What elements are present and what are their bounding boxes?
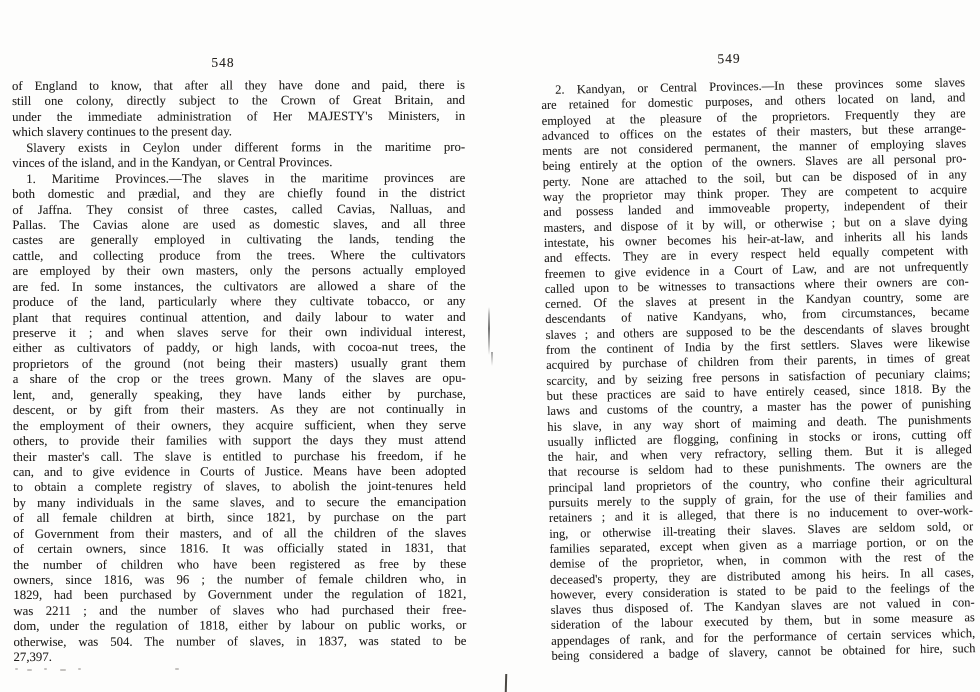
text-line: others, to provide their families with support the days they must attend <box>12 432 466 449</box>
text-line: proprietors of the ground (not being their masters) usually grant them <box>12 355 466 371</box>
text-line: freemen to give evidence in a Court of Law, and are not unfrequently <box>544 258 969 281</box>
text-line: Slavery exists in Ceylon under different forms in the maritime pro- <box>26 139 466 155</box>
text-line: by many individuals in the same slaves, and to secure the emancipation <box>13 494 467 510</box>
text-line: however, every consideration is stated to be paid to the feelings of the <box>550 579 975 602</box>
scan-artifact-dot <box>78 668 81 670</box>
text-line: vinces of the island, and in the Kandyan, or Central Provinces. <box>12 155 333 171</box>
text-line: which slavery continues to the present day. <box>12 124 233 140</box>
scan-artifact-gutter-scratch-small <box>491 352 493 366</box>
text-line: are fed. In some instances, the cultivators are allowed a share of the <box>12 278 466 294</box>
text-line: of certain owners, since 1816. It was officially stated in 1831, that <box>13 540 467 557</box>
text-line: retainers ; and it is alleged, that there is no inducement to over-work- <box>548 503 974 526</box>
text-line: both domestic and prædial, and they are chiefly found in the district <box>12 185 466 202</box>
scan-artifact-dot <box>175 668 179 670</box>
text-line: otherwise, was 504. The number of slaves, in 1837, was stated to be <box>13 633 467 649</box>
text-line: masters, and dispose of it by will, or otherwise ; but on a slave dying <box>543 212 968 235</box>
text-line: laws and customs of the country, a master has the power of punishing <box>546 396 972 419</box>
text-line: plant that requires continual attention, and daily labour to water and <box>12 309 466 325</box>
text-line: can, and to give evidence in Courts of Justice. Means have been adopted <box>13 463 467 479</box>
text-line: the hair, and when very refractory, selling them. But it is alleged <box>547 442 972 465</box>
text-line: being considered a badge of slavery, cannot be obtained for hire, such <box>551 641 976 663</box>
text-line: produce of the land, particularly where they cultivate tobacco, or any <box>12 293 466 310</box>
scan-artifact-dot <box>15 668 18 670</box>
text-line: owners, since 1816, was 96 ; the number of female children who, in <box>13 571 467 587</box>
text-line: slaves ; and others are supposed to be the descendants of slaves brought <box>545 319 970 342</box>
text-line: dom, under the regulation of 1818, either by labour on public works, or <box>13 618 467 634</box>
text-line: that recourse is seldom had to these punishments. The owners are the <box>548 457 973 480</box>
text-line: their master's call. The slave is entitled to purchase his freedom, if he <box>12 448 467 464</box>
text-line: the employment of their owners, they acquire sufficient, when they serve <box>12 417 466 433</box>
text-line: either as cultivators of paddy, or high lands, with cocoa-nut trees, the <box>12 340 466 356</box>
text-line: to obtain a complete registry of slaves, to abolish the joint-tenures held <box>13 479 467 495</box>
text-line: usually inflicted are flogging, confining in stocks or irons, cutting off <box>547 426 972 449</box>
text-line: of all female children at birth, since 1821, by purchase on the part <box>13 510 467 526</box>
right-page-text <box>541 75 976 664</box>
left-page-text <box>12 78 467 666</box>
text-line: slaves thus disposed of. The Kandyan slaves are not valued in con- <box>550 595 975 618</box>
scan-artifact-bottom-tick <box>505 674 507 692</box>
text-line: perty. None are attached to the soil, but can be disposed of in any <box>542 166 967 189</box>
text-line: intestate, his owner becomes his heir-at-law, and inherits all his lands <box>543 228 968 250</box>
text-line: a share of the crop or the trees grown. Many of the slaves are opu- <box>12 371 466 387</box>
text-line: are employed by their own masters, only the persons actually employed <box>12 263 466 279</box>
text-line: the number of children who have been registered as free by these <box>13 556 467 572</box>
text-line: lent, and, generally speaking, they have lands either by purchase, <box>12 386 466 402</box>
text-line: pursuits merely to the supply of grain, for the use of their families and <box>548 488 973 510</box>
scan-artifact-dot <box>27 669 32 671</box>
page-number-right: 549 <box>717 50 741 67</box>
text-line: demise of the proprietor, when, in common with the rest of the <box>549 549 974 572</box>
text-line: 2. Kandyan, or Central Provinces.—In these provinces some slaves <box>554 75 966 97</box>
text-line: families separated, except when given as a marriage portion, or on the <box>549 534 974 556</box>
text-line: scarcity, and by seizing free persons in satisfaction of pecuniary claims; <box>546 365 971 388</box>
text-line: preserve it ; and when slaves serve for their own individual interest, <box>12 324 466 340</box>
text-line: principal land proprietors of the country, who confine their agricultural <box>548 472 973 495</box>
text-line: and possess landed and immoveable property, independent of their <box>543 197 968 220</box>
text-line: castes are generally employed in cultivating the lands, tending the <box>12 232 466 248</box>
text-line: cerned. Of the slaves at present in the Kandyan country, some are <box>544 289 970 312</box>
text-line: way the proprietor may think proper. They are competent to acquire <box>542 182 968 205</box>
page-number-left: 548 <box>211 55 235 70</box>
text-line: of Government from their masters, and of all the children of the slaves <box>13 525 467 541</box>
text-line: his slave, in any way short of maiming and death. The punishments <box>547 411 972 434</box>
text-line: 27,397. <box>13 650 52 665</box>
text-line: cattle, and collecting produce from the trees. Where the cultivators <box>12 247 466 263</box>
text-line: 1. Maritime Provinces.—The slaves in the maritime provinces are <box>26 170 466 186</box>
text-line: 1829, had been purchased by Government under the regulation of 1821, <box>13 587 467 603</box>
text-line: being entirely at the option of the owners. Slaves are all personal pro- <box>542 151 967 174</box>
scan-artifact-dot <box>60 669 66 671</box>
text-line: are retained for domestic purposes, and others located on land, and <box>541 90 966 113</box>
text-line: descent, or by gift from their masters. As they are not continually in <box>12 402 466 418</box>
scan-artifact-dot <box>44 668 47 670</box>
text-line: employed at the pleasure of the proprietors. Frequently they are <box>541 105 966 128</box>
text-line: of England to know, that after all they have done and paid, there is <box>12 77 466 93</box>
text-line: under the immediate administration of Her MAJESTY's Ministers, in <box>12 108 466 124</box>
text-line: but these practices are said to have entirely ceased, since 1818. By the <box>546 381 971 403</box>
text-line: ing, or otherwise ill-treating their slaves. Slaves are seldom sold, or <box>549 518 974 541</box>
text-line: ments are not considered permanent, the manner of employing slaves <box>542 136 967 159</box>
text-line: was 2211 ; and the number of slaves who had purchased their free- <box>13 602 467 618</box>
text-line: acquired by purchase of children from their parents, in times of great <box>546 350 971 373</box>
scan-artifact-gutter-scratch <box>488 307 490 355</box>
text-line: descendants of native Kandyans, who, from circumstances, became <box>545 304 970 327</box>
text-line: advanced to offices on the estates of their masters, but these arrange- <box>541 121 967 143</box>
text-line: Pallas. The Cavias alone are used as domestic slaves, and all three <box>12 216 466 232</box>
text-line: sideration of the labour executed by them, but in some measure as <box>550 610 975 633</box>
text-line: still one colony, directly subject to the Crown of Great Britain, and <box>12 93 466 109</box>
text-line: appendages of rank, and for the performance of certain services which, <box>551 625 976 648</box>
text-line: of Jaffna. They consist of three castes, called Cavias, Nalluas, and <box>12 201 466 217</box>
text-line: and effects. They are in every respect held equally competent with <box>544 243 969 266</box>
text-line: deceased's property, they are distributed among his heirs. In all cases, <box>549 564 975 587</box>
text-line: called upon to be witnesses to transactions where their owners are con- <box>544 274 969 296</box>
text-line: from the continent of India by the first settlers. Slaves were likewise <box>545 335 970 358</box>
